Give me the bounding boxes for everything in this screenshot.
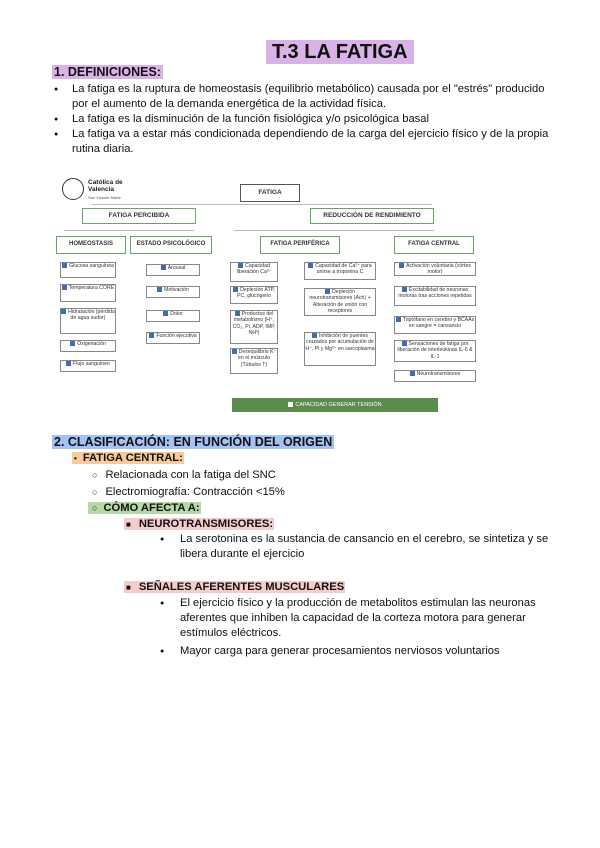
list-item [160, 596, 565, 641]
diagram-item-text: Motivación [164, 287, 189, 293]
diagram-bottom-bar-text: CAPACIDAD GENERAR TENSIÓN [295, 402, 382, 408]
university-logo [62, 178, 132, 204]
diagram-item-text: Flujo sanguíneo [73, 361, 110, 367]
bullet-icon: • [74, 454, 77, 463]
plus-icon [62, 285, 67, 290]
plus-icon [399, 263, 404, 268]
neuro-heading: NEUROTRANSMISORES: [138, 518, 274, 530]
plus-icon [396, 317, 401, 322]
plus-icon [312, 333, 317, 338]
diagram-item [304, 332, 376, 366]
senales-heading: SEÑALES AFERENTES MUSCULARES [138, 581, 345, 593]
list-item [160, 532, 565, 562]
plus-icon [325, 289, 330, 294]
diagram-item-text: Triptófano en cerebro y BCAAs en sangre = cansancio [402, 317, 475, 330]
plus-icon [163, 311, 168, 316]
diagram-item-text: Activación voluntaria (córtex motor) [406, 263, 471, 276]
plus-icon [235, 311, 240, 316]
list-item-text: Electromiografía: Contracción <15% [105, 486, 285, 498]
diagram-node-homeostasis: HOMEOSTASIS [56, 236, 126, 254]
list-item: ● La fatiga va a estar más condicionada dependiendo de la carga del ejercicio físico y de la propia rutina diaria. [52, 127, 562, 157]
diagram-item [60, 308, 116, 334]
diagram-item [304, 288, 376, 316]
diagram-item [304, 262, 376, 280]
diagram-node-estado-psicologico: ESTADO PSICOLÓGICO [130, 236, 212, 254]
definitions-list [52, 82, 562, 157]
diagram-item-text: Capacidad de Ca²⁺ para unirse a troponina C [315, 263, 372, 276]
diagram-item [60, 262, 116, 278]
list-item: ● La fatiga es la disminución de la función fisiológica y/o psicológica basal [52, 112, 562, 127]
list-item-text: Mayor carga para generar procesamientos nerviosos voluntarios [180, 645, 500, 657]
plus-icon [70, 341, 75, 346]
bullet-icon: ● [160, 536, 165, 543]
diagram-item [230, 262, 278, 282]
plus-icon [62, 263, 67, 268]
diagram-node-fatiga-central: FATIGA CENTRAL [394, 236, 474, 254]
list-item: ● La fatiga es la ruptura de homeostasis (equilibrio metabólico) causada por el "estrés" producido por el aumento de la demanda energética de la actividad física. [52, 82, 562, 112]
plus-icon [238, 263, 243, 268]
circle-bullet-icon: ○ [92, 503, 98, 513]
diagram-item [60, 360, 116, 372]
diagram-item-text: Dolor [170, 311, 183, 317]
page-title: T.3 LA FATIGA [266, 40, 414, 64]
diagram-item [60, 284, 116, 302]
plus-icon [410, 371, 415, 376]
diagram-item-text: Excitabilidad de neuronas motoras tras acciones repetidas [398, 287, 472, 300]
bullet-icon: ● [160, 648, 165, 655]
diagram-item [394, 340, 476, 362]
section-clasificacion-heading [52, 434, 334, 450]
list-item-como-afecta [88, 501, 201, 516]
plus-icon [157, 287, 162, 292]
diagram-item [230, 348, 278, 374]
plus-icon [402, 341, 407, 346]
diagram-item-text: Glucosa sanguínea [69, 263, 114, 269]
plus-icon [402, 287, 407, 292]
list-item [92, 468, 276, 483]
connector-line [64, 230, 194, 231]
list-item-text: El ejercicio físico y la producción de metabolitos estimulan las neuronas aferentes que inhiben la capacidad de la corteza motora para generar estímulos eléctricos. [180, 597, 536, 639]
diagram-item-text: Función ejecutiva [156, 333, 197, 339]
plus-icon [61, 309, 66, 314]
university-seal-icon [62, 178, 84, 200]
fatigue-concept-diagram [54, 170, 475, 416]
list-item-senales [124, 580, 345, 595]
list-item-text: Relacionada con la fatiga del SNC [105, 469, 276, 481]
diagram-item [146, 310, 200, 322]
diagram-node-fatiga: FATIGA [240, 184, 300, 202]
logo-text-line2: Valencia [88, 186, 115, 193]
diagram-item-text: Depleción ATP, PC, glucógeno [236, 287, 275, 300]
diagram-item-text: Productos del metabolismo (H⁺, CO₂, Pi, ADP, IMP, NH³) [232, 311, 276, 337]
diagram-item-text: Desequilibrio K⁺ en el músculo (Túbulos T) [237, 349, 277, 368]
plus-icon [66, 361, 71, 366]
diagram-item [146, 264, 200, 276]
diagram-item-text: Oxigenación [77, 341, 106, 347]
diagram-item [146, 332, 200, 344]
section-definiciones-heading [52, 64, 163, 80]
plus-icon [288, 402, 293, 407]
diagram-item [394, 370, 476, 382]
diagram-bottom-bar [232, 398, 438, 412]
diagram-item-text: Depleción neurotransmisores (Ach) + Alteración de unión con receptores [309, 289, 371, 315]
plus-icon [308, 263, 313, 268]
como-afecta-label: CÓMO AFECTA A: [103, 502, 200, 514]
list-item-neurotransmisores [124, 517, 274, 532]
diagram-item [60, 340, 116, 352]
connector-line [92, 204, 432, 205]
diagram-item [394, 262, 476, 276]
section-heading-text: 1. DEFINICIONES: [54, 65, 161, 79]
diagram-node-reduccion-rendimiento: REDUCCIÓN DE RENDIMIENTO [310, 208, 434, 224]
fatiga-central-label: FATIGA CENTRAL: [82, 452, 183, 464]
plus-icon [232, 349, 237, 354]
plus-icon [161, 265, 166, 270]
connector-line [234, 230, 434, 231]
plus-icon [233, 287, 238, 292]
diagram-node-fatiga-percibida: FATIGA PERCIBIDA [82, 208, 196, 224]
diagram-item [230, 286, 278, 304]
logo-text-line1: Católica de [88, 179, 123, 186]
diagram-item-text: Capacidad liberación Ca²⁺ [236, 263, 272, 276]
section-heading-text: 2. CLASIFICACIÓN: EN FUNCIÓN DEL ORIGEN [54, 435, 333, 449]
diagram-item [394, 316, 476, 334]
diagram-item-text: Inhibición de puentes cruzados por acumulación de H⁺, Pi y Mg²⁺ en sarcoplasma [305, 333, 375, 352]
bullet-icon: ● [160, 600, 165, 607]
diagram-item [230, 310, 278, 344]
diagram-item-text: Neurotransmisores [416, 371, 461, 377]
diagram-item [146, 286, 200, 298]
circle-bullet-icon: ○ [92, 487, 98, 497]
diagram-node-fatiga-periferica: FATIGA PERIFÉRICA [260, 236, 340, 254]
diagram-item-text: Hidratación (pérdida de agua sudor) [68, 309, 115, 322]
diagram-item-text: Temperatura CORE [68, 285, 115, 291]
list-item-fatiga-central [72, 451, 184, 466]
logo-subtitle: San Vicente Mártir [88, 195, 121, 200]
list-item [160, 644, 565, 659]
circle-bullet-icon: ○ [92, 470, 98, 480]
list-item [92, 485, 285, 500]
square-bullet-icon: ■ [126, 520, 131, 529]
diagram-item [394, 286, 476, 306]
square-bullet-icon: ■ [126, 583, 131, 592]
diagram-item-text: Arousal [167, 265, 186, 271]
diagram-item-text: Sensaciones de fatiga por liberación de interleukinas IL-6 & IL-1 [397, 341, 473, 360]
plus-icon [149, 333, 154, 338]
list-item-text: La serotonina es la sustancia de cansancio en el cerebro, se sintetiza y se libera durante el ejercicio [180, 533, 549, 560]
